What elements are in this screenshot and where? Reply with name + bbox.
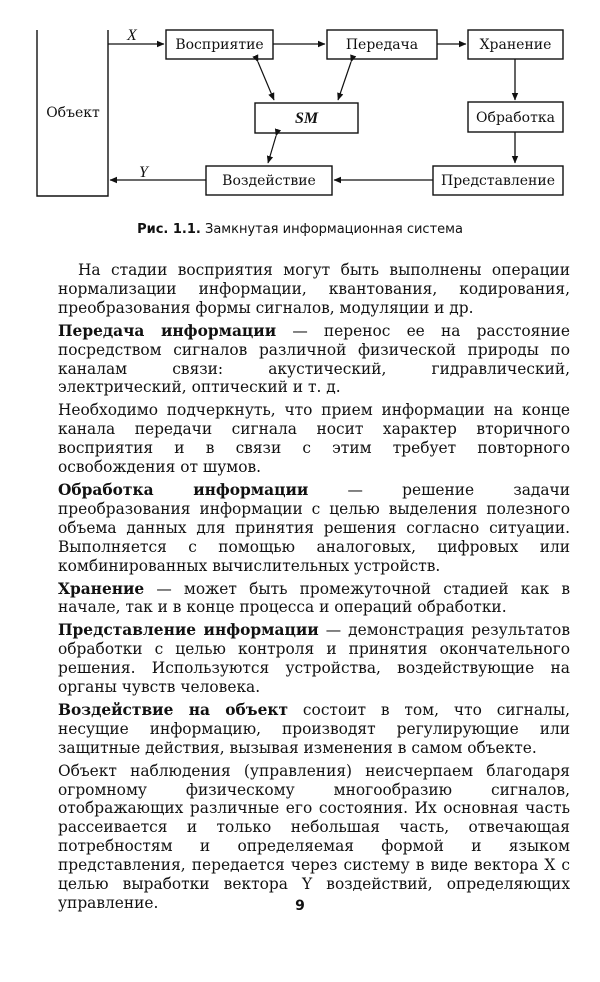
paragraph <box>58 580 570 618</box>
paragraph-term: Передача информации <box>58 321 277 340</box>
object-label: Объект <box>46 105 100 121</box>
arrow-sm-impact <box>268 136 276 163</box>
paragraph-term: Представление информации <box>58 621 319 640</box>
paragraph <box>58 701 570 758</box>
page-number: 9 <box>295 898 305 914</box>
arrow-perception-sm <box>258 62 274 100</box>
paragraph <box>58 322 570 398</box>
paragraph-text: — может быть промежуточной стадией как в начале, так и в конце процесса и операций обработки. <box>58 579 570 617</box>
y-signal-label: Y <box>139 164 148 181</box>
figure-caption <box>0 222 600 237</box>
storage-label: Хранение <box>479 37 552 53</box>
paragraph <box>58 621 570 697</box>
x-signal-label: X <box>127 27 137 44</box>
paragraph-text: состоит в том, что сигналы, несущие информацию, производят регулирующие или защитные действия, вызывая изменения в самом объекте. <box>58 700 571 757</box>
paragraph-text: Объект наблюдения (управления) неисчерпаем благодаря огромному физическому многообразию сигналов, отображающих различные его состояния. Их основная часть рассеивается и только небольшая часть, отвечающая потребностям и определяемая формой и языком представления, передается через систему в виде вектора X с целью выработки вектора Y воздействий, определяющих управление. <box>58 761 570 912</box>
figure-caption-label: Рис. 1.1. <box>137 222 201 237</box>
impact-label: Воздействие <box>222 173 316 189</box>
paragraph-text: — перенос ее на расстояние посредством сигналов различной физической природы по каналам связи: акустический, гидравлический, электрический, оптический и т. д. <box>58 321 570 397</box>
representation-label: Представление <box>440 173 556 189</box>
figure-caption-text: Замкнутая информационная система <box>204 222 463 237</box>
paragraph-term: Хранение <box>58 579 145 598</box>
body-text <box>58 261 570 917</box>
paragraph-term: Обработка информации <box>58 480 309 499</box>
sm-label: SM <box>294 110 319 127</box>
processing-label: Обработка <box>476 110 555 126</box>
perception-label: Восприятие <box>175 37 264 53</box>
paragraph <box>58 762 570 913</box>
paragraph <box>58 401 570 477</box>
paragraph-text: Необходимо подчеркнуть, что прием информации на конце канала передачи сигнала носит характер вторичного восприятия и в связи с этим требует повторного освобождения от шумов. <box>58 401 570 477</box>
paragraph-term: Воздействие на объект <box>58 700 289 719</box>
transfer-label: Передача <box>345 37 419 53</box>
paragraph-text: На стадии восприятия могут быть выполнены операции нормализации информации, квантования, кодирования, преобразования формы сигналов, модуляции и др. <box>58 261 570 317</box>
paragraph-text: — демонстрация результатов обработки с целью контроля и принятия окончательного решения. Используются устройства, воздействующие на органы чувств человека. <box>58 621 570 697</box>
arrow-transfer-sm <box>338 62 351 100</box>
paragraph <box>58 261 570 318</box>
closed-information-system-diagram <box>0 0 600 212</box>
paragraph <box>58 481 570 576</box>
paragraph-text: — решение задачи преобразования информации с целью выделения полезного объема данных для принятия решения согласно ситуации. Выполняется с помощью аналоговых, цифровых или комбинированных вычислительных устройств. <box>58 480 570 575</box>
